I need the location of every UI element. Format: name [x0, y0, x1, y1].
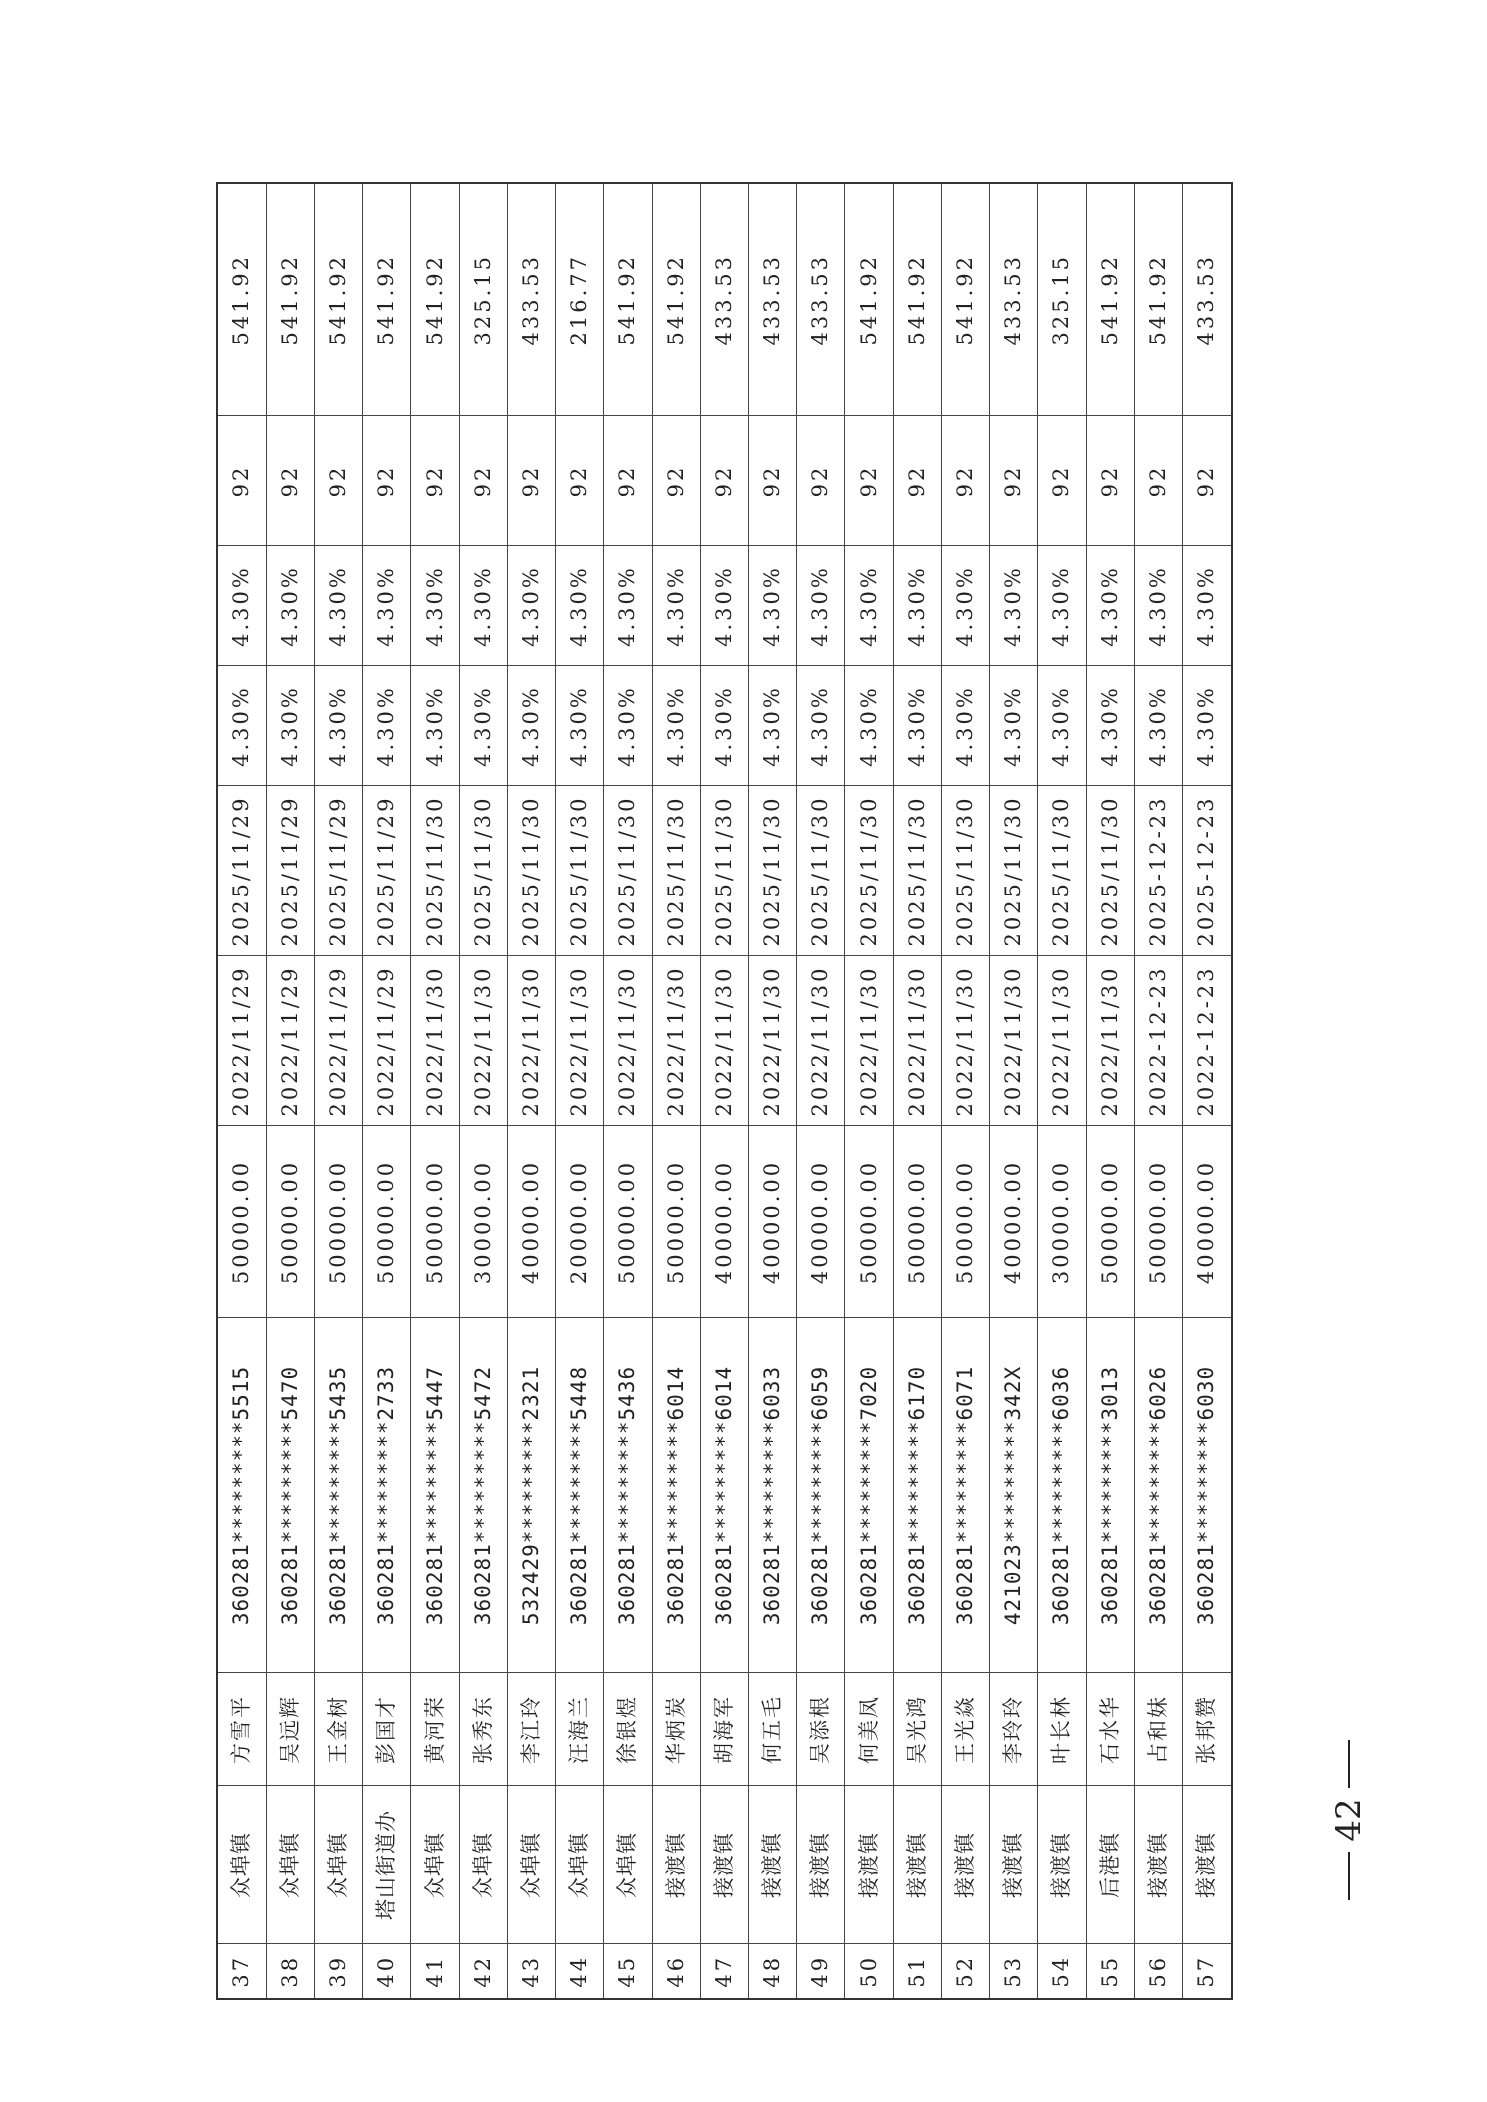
id-number-cell: 360281*********5435: [315, 1318, 363, 1673]
end-date-cell: 2025/11/30: [411, 786, 459, 956]
name-cell: 华炳炭: [652, 1673, 700, 1786]
interest-cell: 541.92: [1086, 183, 1134, 416]
days-cell: 92: [749, 416, 797, 546]
rate-cell: 4.30%: [652, 546, 700, 666]
interest-cell: 541.92: [845, 183, 893, 416]
end-date-cell: 2025-12-23: [1182, 786, 1232, 956]
rate-cell: 4.30%: [556, 546, 604, 666]
id-number-cell: 360281*********7020: [845, 1318, 893, 1673]
interest-cell: 541.92: [604, 183, 652, 416]
name-cell: 吴远辉: [266, 1673, 314, 1786]
start-date-cell: 2022/11/30: [556, 956, 604, 1126]
days-cell: 92: [941, 416, 989, 546]
rate-cell: 4.30%: [1038, 546, 1086, 666]
end-date-cell: 2025/11/30: [941, 786, 989, 956]
rate-cell: 4.30%: [266, 666, 314, 786]
start-date-cell: 2022/11/30: [845, 956, 893, 1126]
start-date-cell: 2022/11/30: [459, 956, 507, 1126]
loan-amount-cell: 40000.00: [797, 1126, 845, 1318]
start-date-cell: 2022/11/30: [990, 956, 1038, 1126]
table-row: [556, 183, 604, 1999]
rate-cell: 4.30%: [1038, 666, 1086, 786]
id-number-cell: 360281*********5472: [459, 1318, 507, 1673]
days-cell: 92: [507, 416, 555, 546]
loan-amount-cell: 40000.00: [700, 1126, 748, 1318]
town-cell: 众埠镇: [556, 1786, 604, 1944]
end-date-cell: 2025/11/30: [700, 786, 748, 956]
interest-cell: 541.92: [363, 183, 411, 416]
loan-amount-cell: 50000.00: [941, 1126, 989, 1318]
name-cell: 黄河荣: [411, 1673, 459, 1786]
rate-cell: 4.30%: [604, 546, 652, 666]
id-number-cell: 421023*********342X: [990, 1318, 1038, 1673]
name-cell: 李江玲: [507, 1673, 555, 1786]
rate-cell: 4.30%: [363, 666, 411, 786]
days-cell: 92: [893, 416, 941, 546]
table-row: [459, 183, 507, 1999]
row-number-cell: 38: [266, 1944, 314, 1999]
loan-amount-cell: 40000.00: [749, 1126, 797, 1318]
town-cell: 接渡镇: [1038, 1786, 1086, 1944]
end-date-cell: 2025/11/30: [507, 786, 555, 956]
town-cell: 后港镇: [1086, 1786, 1134, 1944]
row-number-cell: 52: [941, 1944, 989, 1999]
row-number-cell: 49: [797, 1944, 845, 1999]
rate-cell: 4.30%: [411, 546, 459, 666]
rate-cell: 4.30%: [749, 546, 797, 666]
row-number-cell: 47: [700, 1944, 748, 1999]
row-number-cell: 42: [459, 1944, 507, 1999]
town-cell: 接渡镇: [1182, 1786, 1232, 1944]
name-cell: 王金树: [315, 1673, 363, 1786]
row-number-cell: 51: [893, 1944, 941, 1999]
start-date-cell: 2022/11/29: [266, 956, 314, 1126]
rate-cell: 4.30%: [604, 666, 652, 786]
town-cell: 众埠镇: [459, 1786, 507, 1944]
rate-cell: 4.30%: [1182, 666, 1232, 786]
loan-amount-cell: 30000.00: [459, 1126, 507, 1318]
id-number-cell: 360281*********6036: [1038, 1318, 1086, 1673]
town-cell: 接渡镇: [893, 1786, 941, 1944]
id-number-cell: 360281*********5447: [411, 1318, 459, 1673]
table-row: [990, 183, 1038, 1999]
town-cell: 接渡镇: [990, 1786, 1038, 1944]
table-row: [700, 183, 748, 1999]
loan-amount-cell: 40000.00: [507, 1126, 555, 1318]
table-row: [652, 183, 700, 1999]
name-cell: 吴光鸿: [893, 1673, 941, 1786]
table-row: [845, 183, 893, 1999]
row-number-cell: 43: [507, 1944, 555, 1999]
name-cell: 占和妹: [1134, 1673, 1182, 1786]
rate-cell: 4.30%: [217, 546, 266, 666]
page-number-dash: [1348, 1852, 1350, 1900]
id-number-cell: 360281*********6170: [893, 1318, 941, 1673]
rate-cell: 4.30%: [941, 666, 989, 786]
rate-cell: 4.30%: [315, 546, 363, 666]
loan-amount-cell: 20000.00: [556, 1126, 604, 1318]
table-row: [217, 183, 266, 1999]
rate-cell: 4.30%: [845, 666, 893, 786]
interest-cell: 541.92: [411, 183, 459, 416]
town-cell: 众埠镇: [217, 1786, 266, 1944]
days-cell: 92: [604, 416, 652, 546]
name-cell: 石水华: [1086, 1673, 1134, 1786]
town-cell: 接渡镇: [941, 1786, 989, 1944]
days-cell: 92: [1134, 416, 1182, 546]
start-date-cell: 2022/11/30: [749, 956, 797, 1126]
town-cell: 众埠镇: [315, 1786, 363, 1944]
end-date-cell: 2025/11/30: [893, 786, 941, 956]
days-cell: 92: [411, 416, 459, 546]
interest-cell: 216.77: [556, 183, 604, 416]
id-number-cell: 360281*********6014: [652, 1318, 700, 1673]
row-number-cell: 46: [652, 1944, 700, 1999]
loan-amount-cell: 50000.00: [652, 1126, 700, 1318]
name-cell: 汪海兰: [556, 1673, 604, 1786]
town-cell: 众埠镇: [507, 1786, 555, 1944]
rate-cell: 4.30%: [893, 546, 941, 666]
rate-cell: 4.30%: [507, 666, 555, 786]
name-cell: 叶长林: [1038, 1673, 1086, 1786]
start-date-cell: 2022/11/30: [893, 956, 941, 1126]
rate-cell: 4.30%: [990, 546, 1038, 666]
id-number-cell: 360281*********6030: [1182, 1318, 1232, 1673]
interest-cell: 433.53: [990, 183, 1038, 416]
rate-cell: 4.30%: [893, 666, 941, 786]
start-date-cell: 2022-12-23: [1182, 956, 1232, 1126]
loan-amount-cell: 50000.00: [604, 1126, 652, 1318]
loan-amount-cell: 50000.00: [845, 1126, 893, 1318]
days-cell: 92: [1086, 416, 1134, 546]
days-cell: 92: [217, 416, 266, 546]
end-date-cell: 2025/11/30: [652, 786, 700, 956]
start-date-cell: 2022/11/30: [604, 956, 652, 1126]
start-date-cell: 2022/11/29: [217, 956, 266, 1126]
name-cell: 吴添根: [797, 1673, 845, 1786]
row-number-cell: 56: [1134, 1944, 1182, 1999]
page-number-text: 42: [1329, 1798, 1369, 1842]
rate-cell: 4.30%: [266, 546, 314, 666]
name-cell: 何美凤: [845, 1673, 893, 1786]
start-date-cell: 2022/11/30: [700, 956, 748, 1126]
id-number-cell: 360281*********6033: [749, 1318, 797, 1673]
interest-cell: 433.53: [507, 183, 555, 416]
id-number-cell: 360281*********5470: [266, 1318, 314, 1673]
town-cell: 众埠镇: [266, 1786, 314, 1944]
interest-cell: 541.92: [652, 183, 700, 416]
start-date-cell: 2022/11/30: [652, 956, 700, 1126]
table-row: [411, 183, 459, 1999]
rate-cell: 4.30%: [797, 546, 845, 666]
rate-cell: 4.30%: [700, 546, 748, 666]
start-date-cell: 2022/11/30: [411, 956, 459, 1126]
table-row: [893, 183, 941, 1999]
name-cell: 张秀东: [459, 1673, 507, 1786]
id-number-cell: 360281*********6014: [700, 1318, 748, 1673]
days-cell: 92: [363, 416, 411, 546]
id-number-cell: 360281*********6026: [1134, 1318, 1182, 1673]
rotated-table-container: [216, 184, 1233, 2000]
interest-cell: 541.92: [266, 183, 314, 416]
rate-cell: 4.30%: [363, 546, 411, 666]
rate-cell: 4.30%: [1182, 546, 1232, 666]
start-date-cell: 2022-12-23: [1134, 956, 1182, 1126]
subsidy-table: [216, 182, 1233, 2000]
row-number-cell: 55: [1086, 1944, 1134, 1999]
town-cell: 塔山街道办: [363, 1786, 411, 1944]
id-number-cell: 360281*********5448: [556, 1318, 604, 1673]
id-number-cell: 360281*********6059: [797, 1318, 845, 1673]
table-row: [315, 183, 363, 1999]
rate-cell: 4.30%: [411, 666, 459, 786]
town-cell: 接渡镇: [700, 1786, 748, 1944]
name-cell: 徐银煜: [604, 1673, 652, 1786]
table-row: [507, 183, 555, 1999]
name-cell: 王光焱: [941, 1673, 989, 1786]
town-cell: 接渡镇: [749, 1786, 797, 1944]
row-number-cell: 39: [315, 1944, 363, 1999]
rate-cell: 4.30%: [990, 666, 1038, 786]
loan-amount-cell: 50000.00: [1134, 1126, 1182, 1318]
rate-cell: 4.30%: [941, 546, 989, 666]
rate-cell: 4.30%: [556, 666, 604, 786]
rate-cell: 4.30%: [217, 666, 266, 786]
table-row: [266, 183, 314, 1999]
end-date-cell: 2025/11/29: [315, 786, 363, 956]
loan-amount-cell: 50000.00: [315, 1126, 363, 1318]
table-row: [941, 183, 989, 1999]
interest-cell: 541.92: [941, 183, 989, 416]
end-date-cell: 2025/11/29: [363, 786, 411, 956]
end-date-cell: 2025/11/30: [990, 786, 1038, 956]
days-cell: 92: [845, 416, 893, 546]
end-date-cell: 2025/11/30: [845, 786, 893, 956]
loan-amount-cell: 50000.00: [411, 1126, 459, 1318]
table-row: [1038, 183, 1086, 1999]
rate-cell: 4.30%: [845, 546, 893, 666]
name-cell: 何五毛: [749, 1673, 797, 1786]
row-number-cell: 54: [1038, 1944, 1086, 1999]
page-number: [1329, 1740, 1369, 1900]
end-date-cell: 2025/11/30: [749, 786, 797, 956]
table-row: [363, 183, 411, 1999]
rate-cell: 4.30%: [652, 666, 700, 786]
id-number-cell: 360281*********5436: [604, 1318, 652, 1673]
row-number-cell: 53: [990, 1944, 1038, 1999]
table-body: [217, 183, 1232, 1999]
interest-cell: 541.92: [893, 183, 941, 416]
table-row: [749, 183, 797, 1999]
loan-amount-cell: 40000.00: [990, 1126, 1038, 1318]
start-date-cell: 2022/11/30: [941, 956, 989, 1126]
end-date-cell: 2025/11/30: [1038, 786, 1086, 956]
name-cell: 张邦赞: [1182, 1673, 1232, 1786]
id-number-cell: 532429*********2321: [507, 1318, 555, 1673]
loan-amount-cell: 40000.00: [1182, 1126, 1232, 1318]
row-number-cell: 37: [217, 1944, 266, 1999]
interest-cell: 433.53: [797, 183, 845, 416]
days-cell: 92: [652, 416, 700, 546]
row-number-cell: 45: [604, 1944, 652, 1999]
days-cell: 92: [700, 416, 748, 546]
name-cell: 李玲玲: [990, 1673, 1038, 1786]
town-cell: 众埠镇: [411, 1786, 459, 1944]
loan-amount-cell: 50000.00: [266, 1126, 314, 1318]
name-cell: 胡海军: [700, 1673, 748, 1786]
loan-amount-cell: 30000.00: [1038, 1126, 1086, 1318]
row-number-cell: 41: [411, 1944, 459, 1999]
table-row: [604, 183, 652, 1999]
rate-cell: 4.30%: [797, 666, 845, 786]
table-row: [797, 183, 845, 1999]
interest-cell: 541.92: [217, 183, 266, 416]
days-cell: 92: [1038, 416, 1086, 546]
days-cell: 92: [990, 416, 1038, 546]
interest-cell: 541.92: [315, 183, 363, 416]
row-number-cell: 44: [556, 1944, 604, 1999]
rate-cell: 4.30%: [1086, 666, 1134, 786]
days-cell: 92: [315, 416, 363, 546]
days-cell: 92: [266, 416, 314, 546]
rate-cell: 4.30%: [315, 666, 363, 786]
interest-cell: 541.92: [1134, 183, 1182, 416]
end-date-cell: 2025/11/29: [217, 786, 266, 956]
row-number-cell: 40: [363, 1944, 411, 1999]
interest-cell: 325.15: [459, 183, 507, 416]
loan-amount-cell: 50000.00: [363, 1126, 411, 1318]
end-date-cell: 2025/11/29: [266, 786, 314, 956]
loan-amount-cell: 50000.00: [1086, 1126, 1134, 1318]
town-cell: 接渡镇: [652, 1786, 700, 1944]
id-number-cell: 360281*********5515: [217, 1318, 266, 1673]
rate-cell: 4.30%: [459, 546, 507, 666]
rate-cell: 4.30%: [749, 666, 797, 786]
rate-cell: 4.30%: [507, 546, 555, 666]
row-number-cell: 57: [1182, 1944, 1232, 1999]
end-date-cell: 2025/11/30: [1086, 786, 1134, 956]
start-date-cell: 2022/11/29: [315, 956, 363, 1126]
town-cell: 接渡镇: [797, 1786, 845, 1944]
id-number-cell: 360281*********2733: [363, 1318, 411, 1673]
interest-cell: 433.53: [700, 183, 748, 416]
page-number-dash: [1348, 1740, 1350, 1788]
start-date-cell: 2022/11/30: [1038, 956, 1086, 1126]
rate-cell: 4.30%: [700, 666, 748, 786]
start-date-cell: 2022/11/30: [797, 956, 845, 1126]
rate-cell: 4.30%: [459, 666, 507, 786]
interest-cell: 433.53: [749, 183, 797, 416]
days-cell: 92: [459, 416, 507, 546]
name-cell: 彭国才: [363, 1673, 411, 1786]
rate-cell: 4.30%: [1086, 546, 1134, 666]
table-row: [1086, 183, 1134, 1999]
loan-amount-cell: 50000.00: [217, 1126, 266, 1318]
id-number-cell: 360281*********6071: [941, 1318, 989, 1673]
start-date-cell: 2022/11/30: [507, 956, 555, 1126]
start-date-cell: 2022/11/30: [1086, 956, 1134, 1126]
id-number-cell: 360281*********3013: [1086, 1318, 1134, 1673]
interest-cell: 433.53: [1182, 183, 1232, 416]
end-date-cell: 2025/11/30: [556, 786, 604, 956]
rate-cell: 4.30%: [1134, 546, 1182, 666]
end-date-cell: 2025/11/30: [797, 786, 845, 956]
row-number-cell: 50: [845, 1944, 893, 1999]
days-cell: 92: [797, 416, 845, 546]
town-cell: 接渡镇: [1134, 1786, 1182, 1944]
interest-cell: 325.15: [1038, 183, 1086, 416]
end-date-cell: 2025/11/30: [604, 786, 652, 956]
table-row: [1134, 183, 1182, 1999]
start-date-cell: 2022/11/29: [363, 956, 411, 1126]
name-cell: 方雪平: [217, 1673, 266, 1786]
days-cell: 92: [556, 416, 604, 546]
end-date-cell: 2025/11/30: [459, 786, 507, 956]
row-number-cell: 48: [749, 1944, 797, 1999]
table-row: [1182, 183, 1232, 1999]
days-cell: 92: [1182, 416, 1232, 546]
town-cell: 众埠镇: [604, 1786, 652, 1944]
loan-amount-cell: 50000.00: [893, 1126, 941, 1318]
end-date-cell: 2025-12-23: [1134, 786, 1182, 956]
town-cell: 接渡镇: [845, 1786, 893, 1944]
rate-cell: 4.30%: [1134, 666, 1182, 786]
